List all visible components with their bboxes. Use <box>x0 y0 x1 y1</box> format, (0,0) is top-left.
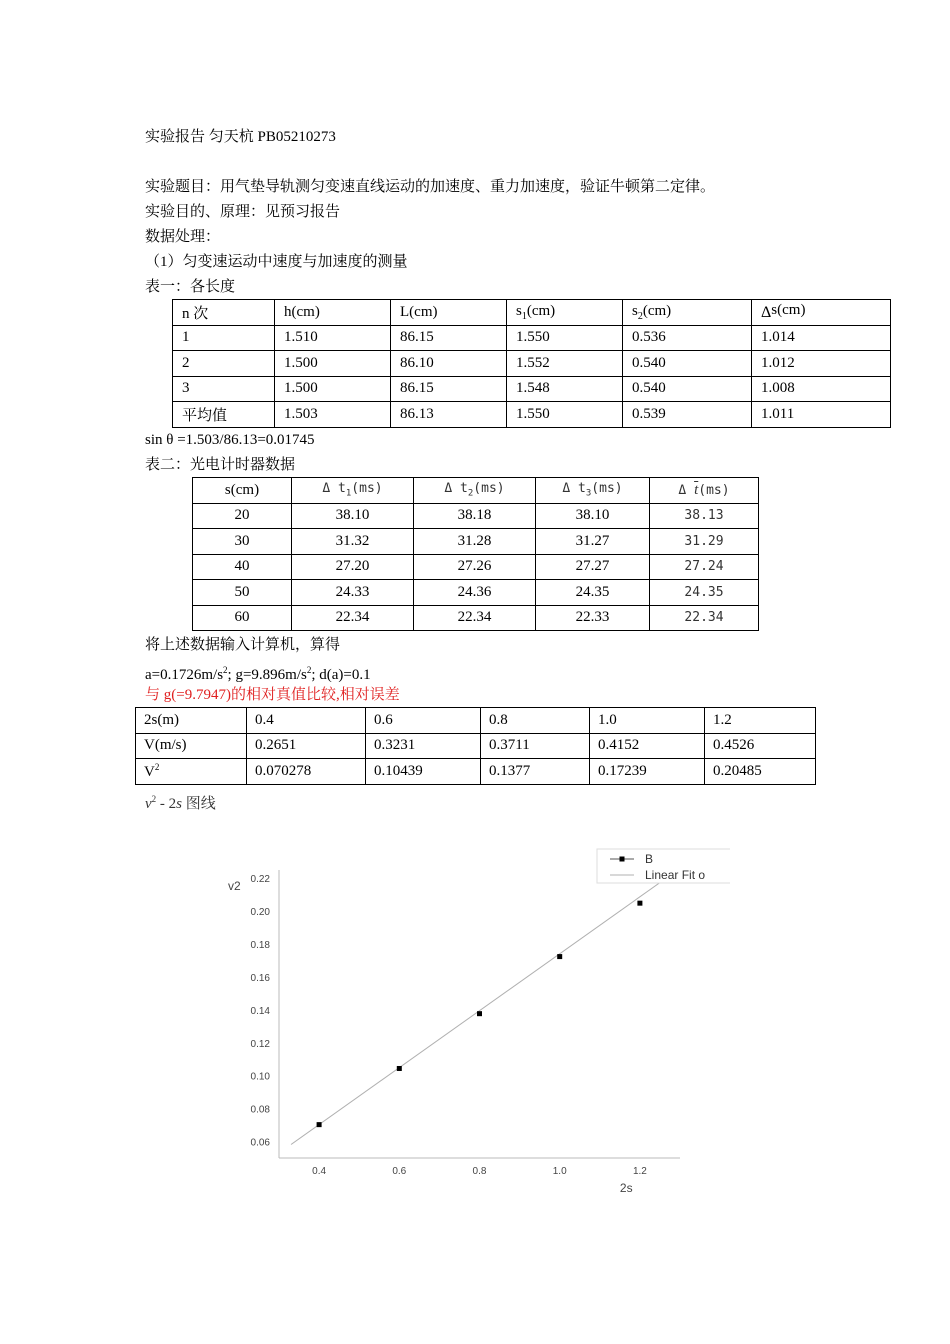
y-tick-label: 0.06 <box>250 1137 270 1149</box>
table-cell: 60 <box>193 605 292 631</box>
table-cell: 0.2651 <box>247 733 366 759</box>
table-row <box>193 580 759 606</box>
table-row <box>173 376 891 402</box>
table-cell: 0.6 <box>366 708 481 734</box>
table-cell: 24.35 <box>650 580 759 606</box>
header-cell: $s_1(cm)$ <box>507 300 623 326</box>
table-cell: 22.34 <box>292 605 414 631</box>
table-cell: 1.0 <box>590 708 705 734</box>
result-line: $a=0.1726m/s^2$; $g=9.896m/s^2$; d(a)=0.1 <box>145 665 371 683</box>
header-cell: Δ $t_2(ms)$ <box>414 478 536 504</box>
table-cell: 0.536 <box>623 325 752 351</box>
table-cell: 38.13 <box>650 503 759 529</box>
header-cell: $s_2(cm)$ <box>623 300 752 326</box>
table-cell: 0.1377 <box>481 759 590 785</box>
table-cell: 1.510 <box>275 325 391 351</box>
computer-input-line: 将上述数据输入计算机，算得 <box>145 637 341 653</box>
table-row <box>193 605 759 631</box>
data-point <box>317 1122 322 1127</box>
header-cell: Δs(cm) <box>752 300 891 326</box>
table-cell: 1.008 <box>752 376 891 402</box>
table-cell: 1.552 <box>507 351 623 377</box>
row-label: V(m/s) <box>136 733 247 759</box>
table-row <box>193 554 759 580</box>
header-cell: L(cm) <box>391 300 507 326</box>
table-row <box>173 325 891 351</box>
table-cell: 27.24 <box>650 554 759 580</box>
table-cell: 3 <box>173 376 275 402</box>
table-cell: 1.2 <box>705 708 816 734</box>
section-1-heading: （1）匀变速运动中速度与加速度的测量 <box>145 254 408 270</box>
data-point <box>397 1066 402 1071</box>
table-row <box>136 759 816 785</box>
table-cell: 31.27 <box>536 529 650 555</box>
chart-ticks <box>228 874 647 1195</box>
sin-theta-line: sin θ =1.503/86.13=0.01745 <box>145 432 315 448</box>
data-point <box>637 901 642 906</box>
table-row <box>136 708 816 734</box>
x-tick-label: 1.0 <box>552 1166 567 1177</box>
v2-vs-2s-chart <box>210 840 730 1210</box>
table-cell: 0.4526 <box>705 733 816 759</box>
table-cell: 22.34 <box>650 605 759 631</box>
chart-legend <box>597 849 730 883</box>
data-point <box>477 1011 482 1016</box>
y-tick-label: 0.18 <box>250 940 270 952</box>
y-axis-label: v2 <box>228 879 241 894</box>
table-cell: 86.13 <box>391 402 507 428</box>
table-cell: 1.012 <box>752 351 891 377</box>
table-cell: 1.500 <box>275 351 391 377</box>
x-tick-label: 1.2 <box>632 1166 647 1177</box>
table-row <box>173 402 891 428</box>
table-cell: 24.36 <box>414 580 536 606</box>
legend-label-b: B <box>645 852 654 866</box>
table-1-caption: 表一：各长度 <box>145 279 236 295</box>
table-cell: 24.33 <box>292 580 414 606</box>
table-cell: 31.28 <box>414 529 536 555</box>
table-cell: 31.29 <box>650 529 759 555</box>
table-cell: 0.20485 <box>705 759 816 785</box>
table-cell: 38.10 <box>292 503 414 529</box>
table-cell: 0.8 <box>481 708 590 734</box>
y-tick-label: 0.16 <box>250 972 270 984</box>
table-cell: 1.014 <box>752 325 891 351</box>
table-cell: 0.070278 <box>247 759 366 785</box>
table-cell: 22.34 <box>414 605 536 631</box>
table-cell: 50 <box>193 580 292 606</box>
table-cell: 38.10 <box>536 503 650 529</box>
table-cell: 27.26 <box>414 554 536 580</box>
header-cell: Δ $\overline{t}(ms)$ <box>650 478 759 504</box>
report-header: 实验报告 匀天杭 PB05210273 <box>145 129 336 145</box>
table-cell: 0.17239 <box>590 759 705 785</box>
y-tick-label: 0.12 <box>250 1038 270 1050</box>
linear-fit-line <box>291 860 692 1145</box>
table-cell: 40 <box>193 554 292 580</box>
table-cell: 0.540 <box>623 376 752 402</box>
data-processing-heading: 数据处理： <box>145 229 221 245</box>
table-cell: 86.10 <box>391 351 507 377</box>
table-cell: 0.3231 <box>366 733 481 759</box>
table-cell: 0.3711 <box>481 733 590 759</box>
x-axis-label: 2s <box>619 1181 633 1195</box>
header-cell: s(cm) <box>193 478 292 504</box>
data-point <box>557 954 562 959</box>
table-header-row <box>193 478 759 504</box>
table-row <box>193 529 759 555</box>
experiment-topic: 实验题目：用气垫导轨测匀变速直线运动的加速度、重力加速度，验证牛顿第二定律。 <box>145 179 716 195</box>
header-cell: h(cm) <box>275 300 391 326</box>
table-cell: 2 <box>173 351 275 377</box>
data-points <box>317 901 643 1127</box>
table-cell: 24.35 <box>536 580 650 606</box>
legend-marker-b <box>620 857 625 862</box>
table-cell: 1.548 <box>507 376 623 402</box>
fit-line-group <box>291 860 692 1145</box>
y-tick-label: 0.14 <box>250 1005 270 1017</box>
y-tick-label: 0.08 <box>250 1104 270 1116</box>
row-label: $V^2$ <box>136 759 247 785</box>
table-cell: 0.4 <box>247 708 366 734</box>
relative-error-line: 与 g(=9.7947)的相对真值比较,相对误差 <box>145 687 400 703</box>
y-tick-label: 0.10 <box>250 1071 270 1083</box>
experiment-purpose: 实验目的、原理：见预习报告 <box>145 204 341 220</box>
table-cell: 20 <box>193 503 292 529</box>
table-cell: 0.539 <box>623 402 752 428</box>
legend-label-fit: Linear Fit o <box>645 868 706 882</box>
table-cell: 27.20 <box>292 554 414 580</box>
table-cell: 1.500 <box>275 376 391 402</box>
table-cell: 30 <box>193 529 292 555</box>
table-cell: 86.15 <box>391 376 507 402</box>
table-header-row <box>173 300 891 326</box>
table-2-caption: 表二：光电计时器数据 <box>145 457 296 473</box>
graph-title: $v^2 - 2s$ 图线 <box>145 794 216 812</box>
header-cell: n 次 <box>173 300 275 326</box>
x-tick-label: 0.4 <box>312 1166 327 1177</box>
table-cell: 1.550 <box>507 325 623 351</box>
table-cell: 0.540 <box>623 351 752 377</box>
x-tick-label: 0.8 <box>472 1166 487 1177</box>
table-cell: 1.011 <box>752 402 891 428</box>
table-velocity <box>135 707 816 785</box>
table-cell: 86.15 <box>391 325 507 351</box>
row-label: 2s(m) <box>136 708 247 734</box>
header-cell: Δ $t_3(ms)$ <box>536 478 650 504</box>
header-cell: Δ $t_1(ms)$ <box>292 478 414 504</box>
table-row <box>173 351 891 377</box>
table-cell: 0.4152 <box>590 733 705 759</box>
table-cell: 1.550 <box>507 402 623 428</box>
table-timer-data <box>192 477 759 631</box>
table-cell: 1.503 <box>275 402 391 428</box>
table-cell: 27.27 <box>536 554 650 580</box>
table-cell: 22.33 <box>536 605 650 631</box>
table-cell: 0.10439 <box>366 759 481 785</box>
x-tick-label: 0.6 <box>392 1166 407 1177</box>
table-cell: 38.18 <box>414 503 536 529</box>
table-cell: 平均值 <box>173 402 275 428</box>
table-cell: 1 <box>173 325 275 351</box>
y-tick-label: 0.22 <box>250 874 270 886</box>
table-row <box>136 733 816 759</box>
table-lengths <box>172 299 891 428</box>
table-cell: 31.32 <box>292 529 414 555</box>
y-tick-label: 0.20 <box>250 907 270 919</box>
table-row <box>193 503 759 529</box>
